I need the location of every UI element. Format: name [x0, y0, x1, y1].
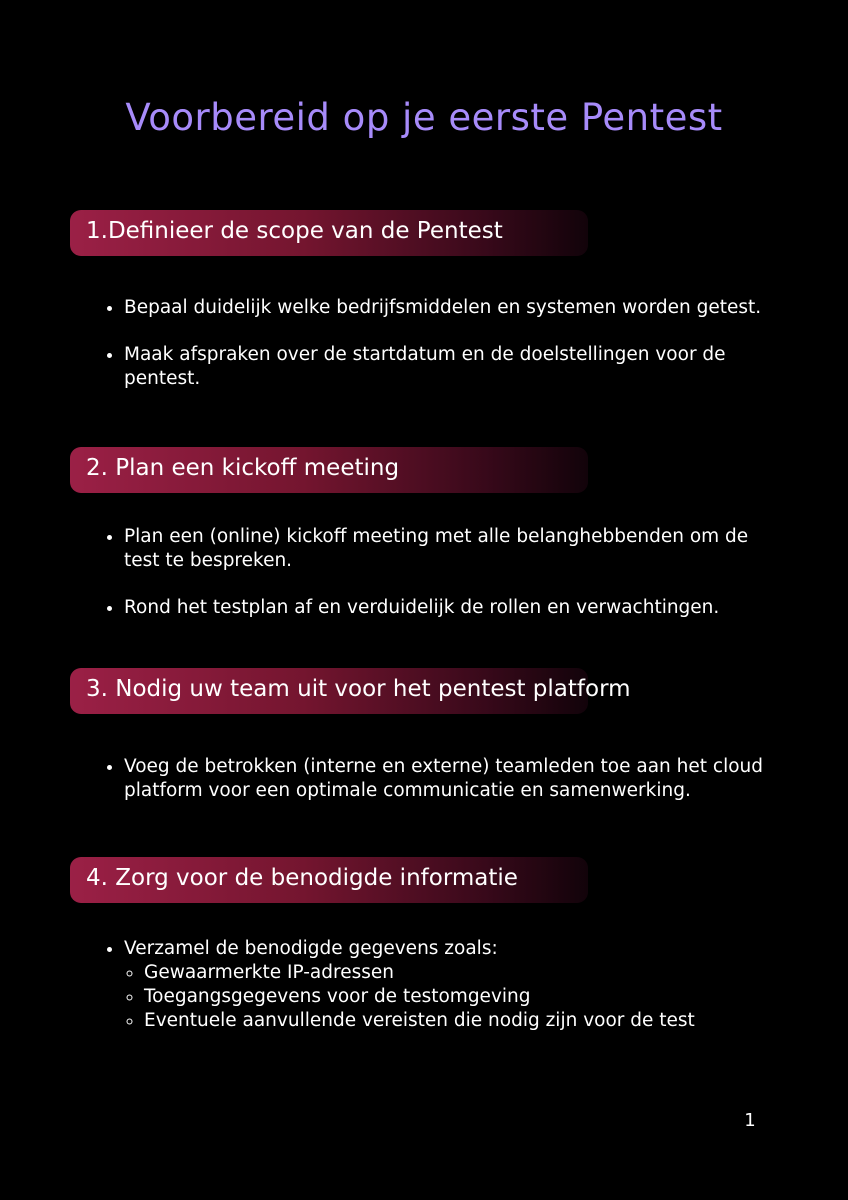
- section-2-bullet-1: • Plan een (online) kickoff meeting met alle belanghebbenden om de test te bespreken.: [124, 525, 774, 573]
- section-1-bullet-list: [104, 296, 774, 391]
- section-4-sub-bullet-2: ◦ Toegangsgegevens voor de testomgeving: [144, 985, 774, 1009]
- section-4-bullet-1: [124, 937, 774, 1033]
- section-2-bullet-2: • Rond het testplan af en verduidelijk de rollen en verwachtingen.: [124, 596, 774, 620]
- section-1-bullet-1: • Bepaal duidelijk welke bedrijfsmiddelen en systemen worden getest.: [124, 296, 774, 320]
- section-2-bullet-list: [104, 525, 774, 620]
- section-4-bullet-1-text: Verzamel de benodigde gegevens zoals:: [124, 938, 498, 959]
- section-4-sub-bullet-1: ◦ Gewaarmerkte IP-adressen: [144, 961, 774, 985]
- section-1-bullet-2: • Maak afspraken over de startdatum en de doelstellingen voor de pentest.: [124, 343, 774, 391]
- page-title: Voorbereid op je eerste Pentest: [125, 96, 723, 139]
- section-4-sub-bullet-3: ◦ Eventuele aanvullende vereisten die nodig zijn voor de test: [144, 1009, 774, 1033]
- section-1-heading: 1.Definieer de scope van de Pentest: [86, 218, 503, 244]
- section-3-bullet-1: • Voeg de betrokken (interne en externe) teamleden toe aan het cloud platform voor een optimale communicatie en samenwerking.: [124, 755, 774, 803]
- section-3-bullet-list: [104, 755, 774, 803]
- section-2-heading: 2. Plan een kickoff meeting: [86, 455, 400, 481]
- page-number: 1: [744, 1110, 756, 1131]
- section-4-sub-bullet-list: [124, 961, 774, 1033]
- section-4-heading: 4. Zorg voor de benodigde informatie: [86, 865, 518, 891]
- section-4-bullet-list: [104, 937, 774, 1033]
- section-3-heading: 3. Nodig uw team uit voor het pentest platform: [86, 676, 631, 702]
